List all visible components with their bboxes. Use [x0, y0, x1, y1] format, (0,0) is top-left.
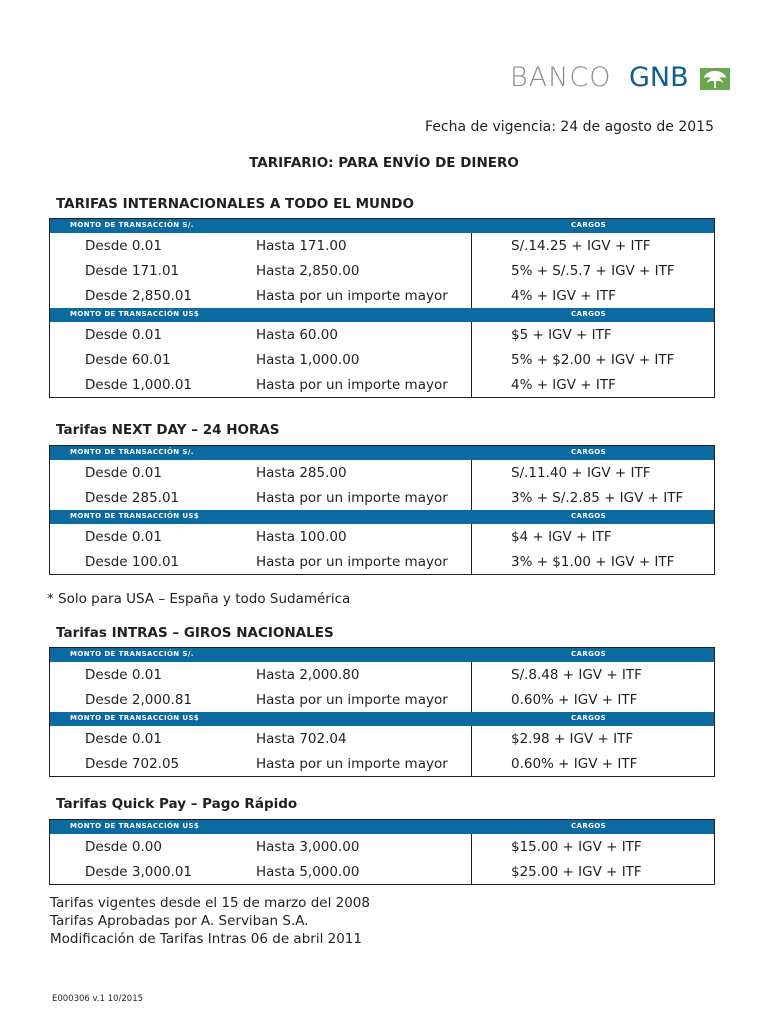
cargo-cell: 4% + IGV + ITF [511, 288, 616, 304]
cargo-cell: S/.14.25 + IGV + ITF [511, 238, 651, 254]
table-row [50, 834, 714, 859]
logo-gnb-text: GNB [629, 62, 689, 93]
hasta-cell: Hasta 5,000.00 [256, 864, 360, 880]
next-day-note: * Solo para USA – España y todo Sudamérica [47, 591, 351, 607]
hasta-cell: Hasta por un importe mayor [256, 692, 448, 708]
table-rows [50, 524, 714, 574]
hasta-cell: Hasta por un importe mayor [256, 288, 448, 304]
desde-cell: Desde 0.01 [85, 667, 162, 683]
table-rows [50, 662, 714, 712]
effective-date: Fecha de vigencia: 24 de agosto de 2015 [425, 119, 714, 135]
hasta-cell: Hasta 285.00 [256, 465, 347, 481]
header-monto: MONTO DE TRANSACCIÓN S/. [70, 650, 194, 658]
footer-line-modificacion: Modificación de Tarifas Intras 06 de abril 2011 [50, 931, 362, 947]
table-row [50, 258, 714, 283]
table-row [50, 283, 714, 308]
table-row [50, 549, 714, 574]
desde-cell: Desde 60.01 [85, 352, 171, 368]
cargo-cell: $4 + IGV + ITF [511, 529, 612, 545]
hasta-cell: Hasta 3,000.00 [256, 839, 360, 855]
hasta-cell: Hasta por un importe mayor [256, 756, 448, 772]
logo-banco-text: BANCO [510, 62, 612, 93]
desde-cell: Desde 0.01 [85, 529, 162, 545]
table-rows [50, 834, 714, 884]
footer-line-vigentes: Tarifas vigentes desde el 15 de marzo del 2008 [50, 895, 370, 911]
section-title-intras: Tarifas INTRAS – GIROS NACIONALES [56, 625, 334, 641]
desde-cell: Desde 0.01 [85, 731, 162, 747]
header-monto: MONTO DE TRANSACCIÓN US$ [70, 512, 200, 520]
table-rows [50, 460, 714, 510]
desde-cell: Desde 2,000.81 [85, 692, 193, 708]
table-row [50, 347, 714, 372]
table-row [50, 687, 714, 712]
table-row [50, 233, 714, 258]
cargo-cell: 5% + S/.5.7 + IGV + ITF [511, 263, 675, 279]
section-title-next-day: Tarifas NEXT DAY – 24 HORAS [56, 422, 280, 438]
desde-cell: Desde 285.01 [85, 490, 180, 506]
table-internacionales [49, 218, 715, 398]
table-header-bar [50, 446, 714, 460]
cargo-cell: $5 + IGV + ITF [511, 327, 612, 343]
hasta-cell: Hasta 1,000.00 [256, 352, 360, 368]
section-title-internacionales: TARIFAS INTERNACIONALES A TODO EL MUNDO [56, 196, 414, 212]
hasta-cell: Hasta 702.04 [256, 731, 347, 747]
cargo-cell: 0.60% + IGV + ITF [511, 756, 638, 772]
header-cargos: CARGOS [571, 714, 607, 722]
desde-cell: Desde 100.01 [85, 554, 180, 570]
bank-logo [510, 60, 736, 100]
header-monto: MONTO DE TRANSACCIÓN US$ [70, 310, 200, 318]
table-row [50, 322, 714, 347]
hasta-cell: Hasta por un importe mayor [256, 377, 448, 393]
cargo-cell: S/.11.40 + IGV + ITF [511, 465, 651, 481]
footer-line-aprobadas: Tarifas Aprobadas por A. Serviban S.A. [50, 913, 309, 929]
table-row [50, 726, 714, 751]
table-row [50, 460, 714, 485]
header-monto: MONTO DE TRANSACCIÓN US$ [70, 822, 200, 830]
header-monto: MONTO DE TRANSACCIÓN S/. [70, 448, 194, 456]
desde-cell: Desde 171.01 [85, 263, 180, 279]
table-rows [50, 726, 714, 776]
header-monto: MONTO DE TRANSACCIÓN S/. [70, 221, 194, 229]
table-quick-pay [49, 819, 715, 885]
cargo-cell: 3% + S/.2.85 + IGV + ITF [511, 490, 684, 506]
hasta-cell: Hasta 2,850.00 [256, 263, 360, 279]
section-title-quick-pay: Tarifas Quick Pay – Pago Rápido [56, 796, 298, 812]
hasta-cell: Hasta 60.00 [256, 327, 338, 343]
table-rows [50, 233, 714, 308]
table-row [50, 372, 714, 397]
table-next-day [49, 445, 715, 575]
table-header-bar [50, 712, 714, 726]
header-cargos: CARGOS [571, 221, 607, 229]
desde-cell: Desde 2,850.01 [85, 288, 193, 304]
table-row [50, 859, 714, 884]
hasta-cell: Hasta 100.00 [256, 529, 347, 545]
cargo-cell: 0.60% + IGV + ITF [511, 692, 638, 708]
table-header-bar [50, 308, 714, 322]
table-row [50, 524, 714, 549]
tree-icon [700, 68, 730, 90]
table-row [50, 662, 714, 687]
cargo-cell: S/.8.48 + IGV + ITF [511, 667, 642, 683]
cargo-cell: $15.00 + IGV + ITF [511, 839, 642, 855]
desde-cell: Desde 0.00 [85, 839, 162, 855]
hasta-cell: Hasta por un importe mayor [256, 490, 448, 506]
desde-cell: Desde 702.05 [85, 756, 180, 772]
document-code: E000306 v.1 10/2015 [52, 994, 144, 1004]
table-header-bar [50, 820, 714, 834]
table-intras [49, 647, 715, 777]
header-monto: MONTO DE TRANSACCIÓN US$ [70, 714, 200, 722]
document-title: TARIFARIO: PARA ENVÍO DE DINERO [249, 155, 519, 171]
desde-cell: Desde 3,000.01 [85, 864, 193, 880]
table-header-bar [50, 219, 714, 233]
table-header-bar [50, 510, 714, 524]
hasta-cell: Hasta 2,000.80 [256, 667, 360, 683]
cargo-cell: 5% + $2.00 + IGV + ITF [511, 352, 675, 368]
desde-cell: Desde 1,000.01 [85, 377, 193, 393]
cargo-cell: $25.00 + IGV + ITF [511, 864, 642, 880]
cargo-cell: 4% + IGV + ITF [511, 377, 616, 393]
header-cargos: CARGOS [571, 512, 607, 520]
hasta-cell: Hasta 171.00 [256, 238, 347, 254]
table-row [50, 751, 714, 776]
header-cargos: CARGOS [571, 448, 607, 456]
header-cargos: CARGOS [571, 310, 607, 318]
header-cargos: CARGOS [571, 650, 607, 658]
desde-cell: Desde 0.01 [85, 327, 162, 343]
header-cargos: CARGOS [571, 822, 607, 830]
table-header-bar [50, 648, 714, 662]
desde-cell: Desde 0.01 [85, 465, 162, 481]
cargo-cell: 3% + $1.00 + IGV + ITF [511, 554, 675, 570]
desde-cell: Desde 0.01 [85, 238, 162, 254]
hasta-cell: Hasta por un importe mayor [256, 554, 448, 570]
table-row [50, 485, 714, 510]
table-rows [50, 322, 714, 397]
cargo-cell: $2.98 + IGV + ITF [511, 731, 634, 747]
